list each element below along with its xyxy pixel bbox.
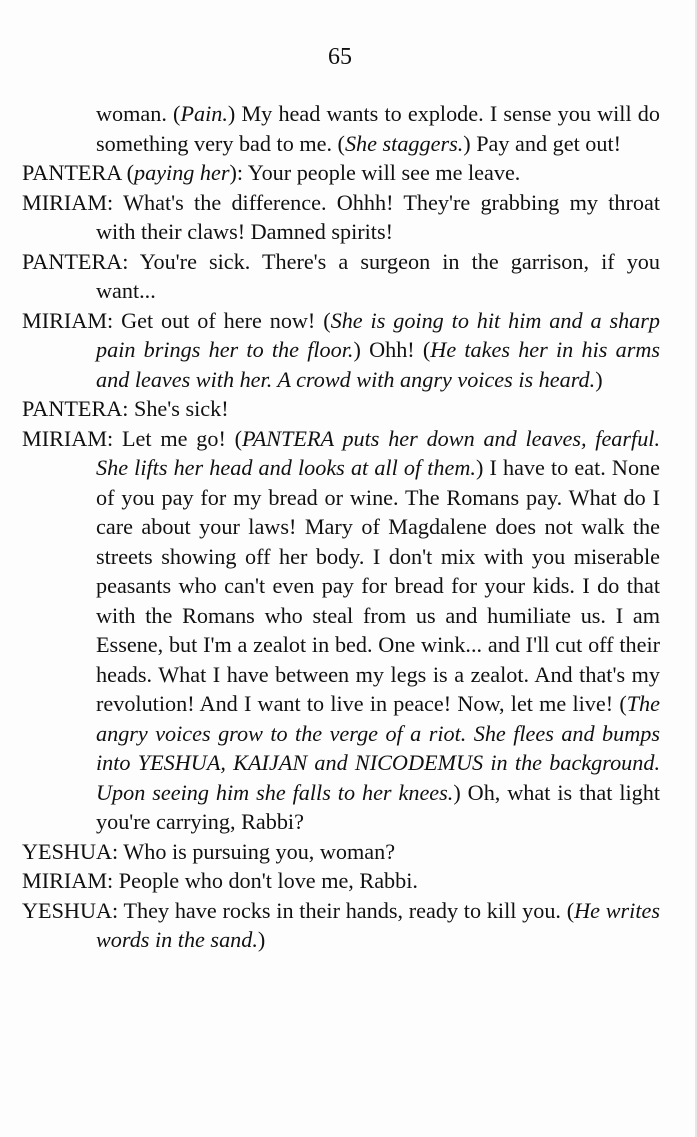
dialogue-text: ) My head wants to explode. I sense you will do something very bad to me. ( <box>96 101 660 156</box>
stage-direction: Pain. <box>180 101 228 126</box>
dialogue-text: MIRIAM: Let me go! ( <box>22 425 243 451</box>
dialogue-text: YESHUA: Who is pursuing you, woman? <box>22 838 396 864</box>
speech-paragraph <box>22 247 660 306</box>
dialogue-text: PANTERA: She's sick! <box>22 396 229 421</box>
dialogue-text: PANTERA: You're sick. There's a surgeon in the garrison, if you want... <box>22 248 660 303</box>
dialogue-text: PANTERA ( <box>22 160 134 185</box>
dialogue-text: MIRIAM: What's the difference. Ohhh! They're grabbing my throat with their claws! Damned spirits! <box>22 189 660 244</box>
stage-direction: The angry voices grow to the verge of a riot. She flees and bumps into YESHUA, KAIJAN and NICODEMUS in the background. Upon seeing him she falls to her knees. <box>96 691 660 805</box>
speech-paragraph <box>22 158 660 188</box>
dialogue-text: woman. ( <box>96 101 181 126</box>
continued-paragraph <box>22 99 660 158</box>
stage-direction: She is going to hit him and a sharp pain brings her to the floor. <box>96 307 660 362</box>
dialogue-text: ) Ohh! ( <box>353 337 431 362</box>
dialogue-text: ) Oh, what is that light you're carrying, Rabbi? <box>96 779 661 834</box>
dialogue-text: MIRIAM: Get out of here now! ( <box>22 307 331 333</box>
speech-paragraph <box>22 394 660 424</box>
speech-paragraph <box>22 188 660 247</box>
dialogue-text: YESHUA: They have rocks in their hands, ready to kill you. ( <box>22 897 575 923</box>
stage-direction: PANTERA puts her down and leaves, fearful. She lifts her head and looks at all of them. <box>96 425 660 480</box>
dialogue-text: MIRIAM: People who don't love me, Rabbi. <box>22 868 418 893</box>
script-text-body <box>22 99 660 955</box>
dialogue-text: ) I have to eat. None of you pay for my bread or wine. The Romans pay. What do I care about your laws! Mary of Magdalene does not walk the streets showing off her body. I don't mix with you miserable peasants who can't even pay for bread for your kids. I do that with the Romans who steal from us and humiliate us. I am Essene, but I'm a zealot in bed. One wink... and I'll cut off their heads. What I have between my legs is a zealot. And that's my revolution! And I want to live in peace! Now, let me live! ( <box>96 455 660 716</box>
speech-paragraph <box>22 306 660 395</box>
speech-paragraph <box>22 896 660 955</box>
stage-direction: She staggers. <box>344 130 464 156</box>
dialogue-text: ) <box>257 927 266 952</box>
speech-paragraph <box>22 866 660 896</box>
stage-direction: He takes her in his arms and leaves with her. A crowd with angry voices is heard. <box>96 337 660 392</box>
dialogue-text: ) Pay and get out! <box>463 130 622 156</box>
dialogue-text: ) <box>595 366 603 392</box>
speech-paragraph <box>22 424 660 837</box>
stage-direction: paying her <box>134 160 230 185</box>
page-number: 65 <box>328 44 352 70</box>
dialogue-text: ): Your people will see me leave. <box>229 160 521 185</box>
speech-paragraph <box>22 837 660 867</box>
stage-direction: He writes words in the sand. <box>96 897 660 952</box>
